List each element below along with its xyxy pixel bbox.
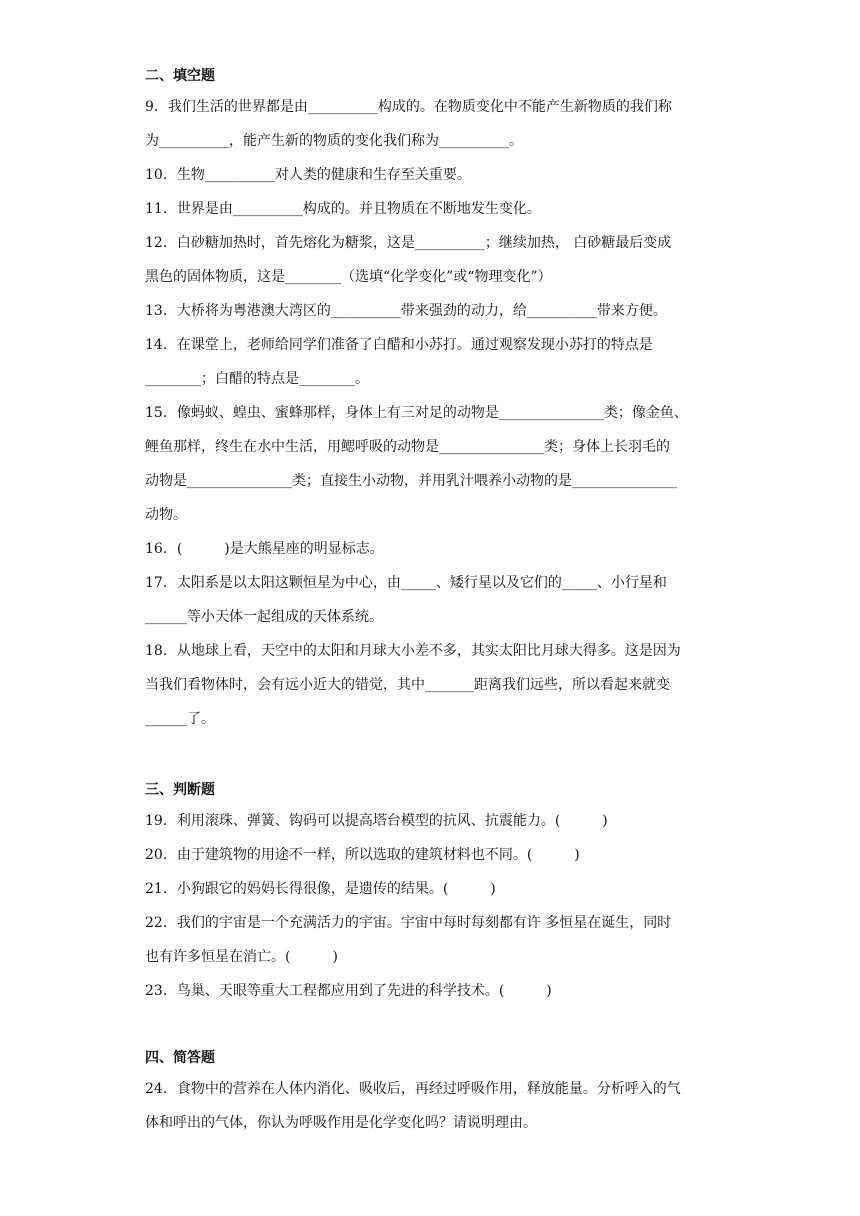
- question-11: [145, 192, 725, 226]
- question-line: 14．在课堂上，老师给同学们准备了白醋和小苏打。通过观察发现小苏打的特点是: [145, 337, 653, 353]
- question-22: [145, 906, 725, 974]
- question-line: 16．( )是大熊星座的明显标志。: [145, 541, 384, 557]
- question-line: 23．鸟巢、天眼等重大工程都应用到了先进的科学技术。( ): [145, 983, 552, 999]
- question-line: 20．由于建筑物的用途不一样，所以选取的建筑材料也不同。( ): [145, 847, 580, 863]
- question-line: 当我们看物体时，会有远小近大的错觉，其中_______距离我们远些，所以看起来就变: [145, 677, 670, 693]
- question-line: 为__________，能产生新的物质的变化我们称为__________。: [145, 133, 523, 149]
- worksheet-page: [145, 62, 725, 1140]
- section-short-answer: [145, 1044, 725, 1140]
- question-13: [145, 294, 725, 328]
- section-spacer: [145, 736, 725, 776]
- question-16: [145, 532, 725, 566]
- question-18: [145, 634, 725, 736]
- question-23: [145, 974, 725, 1008]
- question-line: 22．我们的宇宙是一个充满活力的宇宙。宇宙中每时每刻都有许 多恒星在诞生，同时: [145, 915, 672, 931]
- question-line: 鲤鱼那样，终生在水中生活，用鳃呼吸的动物是_______________类；身体上长羽毛的: [145, 439, 670, 455]
- question-10: [145, 158, 725, 192]
- question-line: 12．白砂糖加热时，首先熔化为糖浆，这是__________；继续加热， 白砂糖最后变成: [145, 235, 672, 251]
- question-20: [145, 838, 725, 872]
- section-spacer: [145, 1008, 725, 1044]
- section-title: 二、填空题: [145, 68, 215, 84]
- section-fill-in-blank: [145, 62, 725, 736]
- question-12: [145, 226, 725, 294]
- question-line: 动物是_______________类；直接生小动物，并用乳汁喂养小动物的是_______________: [145, 473, 677, 489]
- question-line: 21．小狗跟它的妈妈长得很像，是遗传的结果。( ): [145, 881, 496, 897]
- section-true-false: [145, 776, 725, 1008]
- section-title: 三、判断题: [145, 782, 215, 798]
- section-title: 四、简答题: [145, 1050, 215, 1066]
- question-line: ______了。: [145, 711, 215, 727]
- question-line: 11．世界是由__________构成的。并且物质在不断地发生变化。: [145, 201, 541, 217]
- question-14: [145, 328, 725, 396]
- question-line: 9．我们生活的世界都是由__________构成的。在物质变化中不能产生新物质的我们称: [145, 99, 672, 115]
- question-line: 18．从地球上看，天空中的太阳和月球大小差不多，其实太阳比月球大得多。这是因为: [145, 643, 681, 659]
- question-9: [145, 90, 725, 158]
- question-line: ______等小天体一起组成的天体系统。: [145, 609, 383, 625]
- question-line: 动物。: [145, 507, 187, 523]
- question-line: 15．像蚂蚁、蝗虫、蜜蜂那样，身体上有三对足的动物是_______________类；像金鱼、: [145, 405, 688, 421]
- question-17: [145, 566, 725, 634]
- question-21: [145, 872, 725, 906]
- question-15: [145, 396, 725, 532]
- question-line: 24．食物中的营养在人体内消化、吸收后，再经过呼吸作用，释放能量。分析呼入的气: [145, 1081, 681, 1097]
- question-line: 黑色的固体物质，这是________（选填“化学变化”或“物理变化”）: [145, 269, 552, 285]
- question-line: 19．利用滚珠、弹簧、钩码可以提高塔台模型的抗风、抗震能力。( ): [145, 813, 608, 829]
- question-19: [145, 804, 725, 838]
- question-line: 体和呼出的气体，你认为呼吸作用是化学变化吗？请说明理由。: [145, 1115, 537, 1131]
- question-line: 13．大桥将为粤港澳大湾区的__________带来强劲的动力，给__________带来方便。: [145, 303, 667, 319]
- question-24: [145, 1072, 725, 1140]
- question-line: 也有许多恒星在消亡。( ): [145, 949, 338, 965]
- question-line: 17．太阳系是以太阳这颗恒星为中心，由_____、矮行星以及它们的_____、小行星和: [145, 575, 667, 591]
- question-line: 10．生物__________对人类的健康和生存至关重要。: [145, 167, 471, 183]
- question-line: ________；白醋的特点是________。: [145, 371, 369, 387]
